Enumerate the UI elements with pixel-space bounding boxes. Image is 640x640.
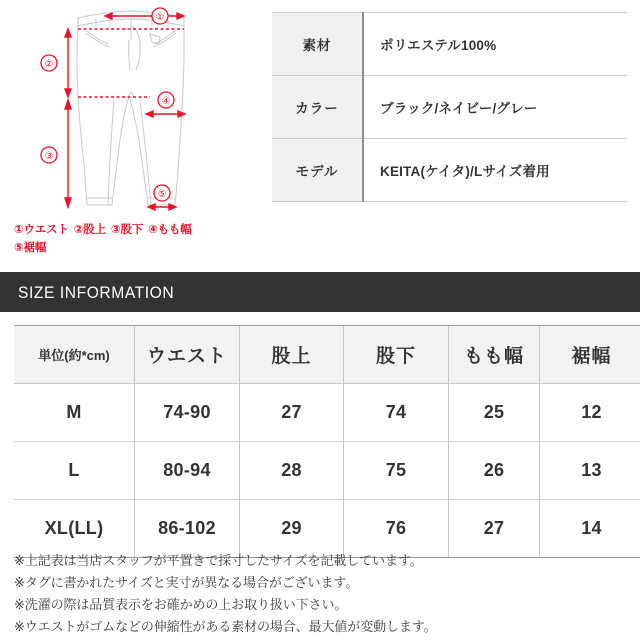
info-label-material: 素材	[272, 13, 363, 76]
size-header-unit: 単位(約*cm)	[14, 326, 135, 384]
note-line-2: ※タグに書かれたサイズと実寸が異なる場合がございます。	[14, 576, 359, 591]
info-value-material: ポリエステル100%	[363, 13, 627, 76]
size-cell-size-m: M	[14, 384, 135, 442]
size-cell-waist-m: 74-90	[135, 384, 240, 442]
legend-num-2: ②	[73, 222, 84, 236]
size-cell-hem-xl: 14	[540, 500, 640, 558]
info-value-color: ブラック/ネイビー/グレー	[363, 76, 627, 139]
size-information-banner	[0, 272, 640, 312]
size-header-rise: 股上	[240, 326, 344, 384]
product-info-table	[272, 12, 627, 202]
legend-line-2	[14, 238, 262, 256]
size-information-table	[14, 325, 640, 558]
legend-item-thigh	[148, 222, 191, 236]
pants-measurement-diagram	[0, 0, 262, 272]
size-cell-thigh-xl: 27	[449, 500, 540, 558]
note-line-4: ※ウエストがゴムなどの伸縮性がある素材の場合、最大値が変動します。	[14, 620, 437, 635]
size-cell-waist-xl: 86-102	[135, 500, 240, 558]
inseam-arrow-head-top	[65, 100, 71, 109]
table-row	[272, 13, 627, 76]
size-table-wrapper	[14, 325, 626, 558]
info-label-model: モデル	[272, 139, 363, 202]
measurement-legend	[14, 220, 262, 256]
table-row	[272, 139, 627, 202]
rise-arrow-head-top	[65, 29, 71, 37]
thigh-marker-label: ④	[161, 96, 171, 107]
info-label-color: カラー	[272, 76, 363, 139]
size-header-waist: ウエスト	[135, 326, 240, 384]
pants-diagram-svg	[0, 0, 262, 222]
legend-num-5: ⑤	[14, 240, 24, 254]
legend-item-waist	[14, 222, 69, 236]
legend-label-1: ウエスト	[23, 222, 69, 236]
size-cell-inseam-l: 75	[344, 442, 449, 500]
size-cell-thigh-m: 25	[449, 384, 540, 442]
legend-item-inseam	[111, 222, 143, 236]
size-cell-waist-l: 80-94	[135, 442, 240, 500]
size-cell-rise-xl: 29	[240, 500, 344, 558]
legend-num-3: ③	[110, 222, 121, 236]
size-cell-hem-l: 13	[540, 442, 640, 500]
size-cell-thigh-l: 26	[449, 442, 540, 500]
size-cell-size-l: L	[14, 442, 135, 500]
thigh-arrow-head-right	[178, 111, 185, 117]
legend-label-3: 股下	[120, 222, 144, 236]
legend-label-2: 股上	[83, 222, 106, 236]
legend-num-1: ①	[14, 222, 24, 236]
top-section	[0, 0, 640, 272]
size-table-header-row	[14, 326, 640, 384]
size-cell-rise-m: 27	[240, 384, 344, 442]
table-row	[14, 500, 640, 558]
inseam-marker-label: ③	[44, 151, 54, 162]
info-value-model: KEITA(ケイタ)/Lサイズ着用	[363, 139, 627, 202]
legend-item-rise	[74, 222, 106, 236]
size-cell-hem-m: 12	[540, 384, 640, 442]
table-row	[272, 76, 627, 139]
size-header-thigh: もも幅	[449, 326, 540, 384]
size-cell-inseam-m: 74	[344, 384, 449, 442]
waist-marker-label: ①	[155, 12, 165, 23]
size-header-inseam: 股下	[344, 326, 449, 384]
legend-label-5: 裾幅	[23, 240, 47, 254]
legend-num-4: ④	[148, 222, 158, 236]
hem-marker-label: ⑤	[157, 189, 167, 200]
rise-arrow-head-bottom	[65, 89, 71, 97]
rise-marker-label: ②	[44, 59, 54, 70]
inseam-arrow-head-bottom	[65, 198, 71, 207]
legend-label-4: もも幅	[157, 222, 192, 236]
banner-title: SIZE INFORMATION	[18, 283, 175, 302]
size-header-hem: 裾幅	[540, 326, 640, 384]
size-cell-rise-l: 28	[240, 442, 344, 500]
legend-line-1	[14, 220, 262, 238]
legend-item-hem	[14, 240, 46, 254]
table-row	[14, 442, 640, 500]
table-row	[14, 384, 640, 442]
note-line-3: ※洗濯の際は品質表示をお確かめの上お取り扱い下さい。	[14, 598, 348, 613]
size-cell-size-xl: XL(LL)	[14, 500, 135, 558]
size-notes	[14, 551, 634, 639]
size-cell-inseam-xl: 76	[344, 500, 449, 558]
note-line-1: ※上記表は当店スタッフが平置きで採寸したサイズを記載しています。	[14, 554, 423, 569]
